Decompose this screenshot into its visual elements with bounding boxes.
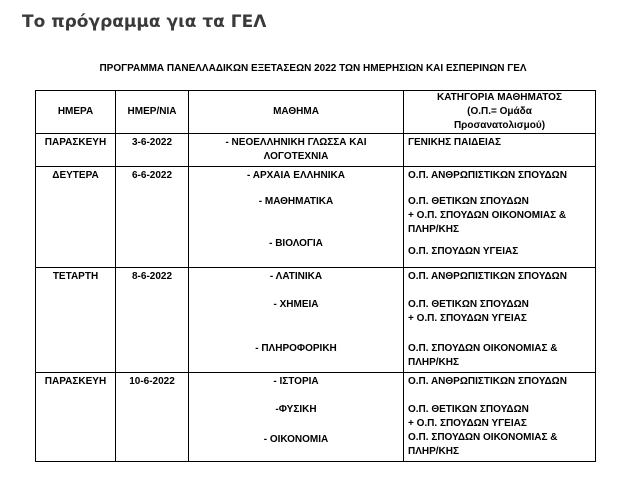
exam-schedule-table [35, 90, 596, 462]
day-cell: ΤΕΤΑΡΤΗ [36, 268, 116, 373]
subject-cell [189, 134, 404, 167]
date-cell: 10-6-2022 [116, 373, 189, 462]
header-category [404, 91, 596, 134]
category-item: ΠΛΗΡ/ΚΗΣ [408, 224, 460, 235]
subject-cell [189, 373, 404, 462]
header-category-line1: ΚΑΤΗΓΟΡΙΑ ΜΑΘΗΜΑΤΟΣ [437, 92, 562, 103]
subject-item: - ΟΙΚΟΝΟΜΙΑ [263, 434, 329, 445]
subject-item: - ΠΛΗΡΟΦΟΡΙΚΗ [255, 343, 337, 354]
subject-item: - ΒΙΟΛΟΓΙΑ [269, 238, 323, 249]
table-row [36, 134, 596, 167]
category-item: ΠΛΗΡ/ΚΗΣ [408, 357, 460, 368]
category-item: Ο.Π. ΑΝΘΡΩΠΙΣΤΙΚΩΝ ΣΠΟΥΔΩΝ [408, 170, 567, 181]
category-item: ΠΛΗΡ/ΚΗΣ [408, 446, 460, 457]
category-item: Ο.Π. ΣΠΟΥΔΩΝ ΟΙΚΟΝΟΜΙΑΣ & [408, 432, 558, 443]
day-cell: ΠΑΡΑΣΚΕΥΗ [36, 373, 116, 462]
category-item: + Ο.Π. ΣΠΟΥΔΩΝ ΥΓΕΙΑΣ [408, 313, 527, 324]
header-category-line2: (Ο.Π.= Ομάδα [467, 106, 532, 117]
table-row [36, 167, 596, 268]
date-cell: 8-6-2022 [116, 268, 189, 373]
category-item: ΓΕΝΙΚΗΣ ΠΑΙΔΕΙΑΣ [408, 137, 501, 148]
category-cell [404, 373, 596, 462]
header-subject: ΜΑΘΗΜΑ [189, 91, 404, 134]
day-cell: ΠΑΡΑΣΚΕΥΗ [36, 134, 116, 167]
category-item: Ο.Π. ΘΕΤΙΚΩΝ ΣΠΟΥΔΩΝ [408, 404, 529, 415]
header-category-line3: Προσανατολισμού) [453, 120, 546, 131]
subject-item: - ΧΗΜΕΙΑ [273, 299, 319, 310]
category-cell [404, 268, 596, 373]
header-date: ΗΜΕΡ/ΝΙΑ [116, 91, 189, 134]
subject-item: - ΙΣΤΟΡΙΑ [273, 376, 319, 387]
category-item: Ο.Π. ΘΕΤΙΚΩΝ ΣΠΟΥΔΩΝ [408, 196, 529, 207]
table-row [36, 268, 596, 373]
category-item: Ο.Π. ΘΕΤΙΚΩΝ ΣΠΟΥΔΩΝ [408, 299, 529, 310]
category-cell [404, 134, 596, 167]
subject-item: - ΝΕΟΕΛΛΗΝΙΚΗ ΓΛΩΣΣΑ ΚΑΙ ΛΟΓΟΤΕΧΝΙΑ [225, 137, 367, 162]
category-item: Ο.Π. ΑΝΘΡΩΠΙΣΤΙΚΩΝ ΣΠΟΥΔΩΝ [408, 376, 567, 387]
subject-item: - ΑΡΧΑΙΑ ΕΛΛΗΝΙΚΑ [247, 170, 345, 181]
header-row [36, 91, 596, 134]
header-day: ΗΜΕΡΑ [36, 91, 116, 134]
day-cell: ΔΕΥΤΕΡΑ [36, 167, 116, 268]
subject-cell [189, 167, 404, 268]
category-item: + Ο.Π. ΣΠΟΥΔΩΝ ΥΓΕΙΑΣ [408, 418, 527, 429]
subject-item: -ΦΥΣΙΚΗ [275, 404, 317, 415]
table-row [36, 373, 596, 462]
category-item: + Ο.Π. ΣΠΟΥΔΩΝ ΟΙΚΟΝΟΜΙΑΣ & [408, 210, 567, 221]
date-cell: 3-6-2022 [116, 134, 189, 167]
subject-item: - ΛΑΤΙΝΙΚΑ [269, 271, 323, 282]
category-cell [404, 167, 596, 268]
subject-cell [189, 268, 404, 373]
subject-item: - ΜΑΘΗΜΑΤΙΚΑ [258, 196, 334, 207]
page-title: Το πρόγραμμα για τα ΓΕΛ [22, 12, 267, 32]
category-item: Ο.Π. ΣΠΟΥΔΩΝ ΟΙΚΟΝΟΜΙΑΣ & [408, 343, 558, 354]
category-item: Ο.Π. ΣΠΟΥΔΩΝ ΥΓΕΙΑΣ [408, 246, 519, 257]
date-cell: 6-6-2022 [116, 167, 189, 268]
category-item: Ο.Π. ΑΝΘΡΩΠΙΣΤΙΚΩΝ ΣΠΟΥΔΩΝ [408, 271, 567, 282]
table-title: ΠΡΟΓΡΑΜΜΑ ΠΑΝΕΛΛΑΔΙΚΩΝ ΕΞΕΤΑΣΕΩΝ 2022 ΤΩΝ ΗΜΕΡΗΣΙΩΝ ΚΑΙ ΕΣΠΕΡΙΝΩΝ ΓΕΛ [99, 63, 527, 74]
